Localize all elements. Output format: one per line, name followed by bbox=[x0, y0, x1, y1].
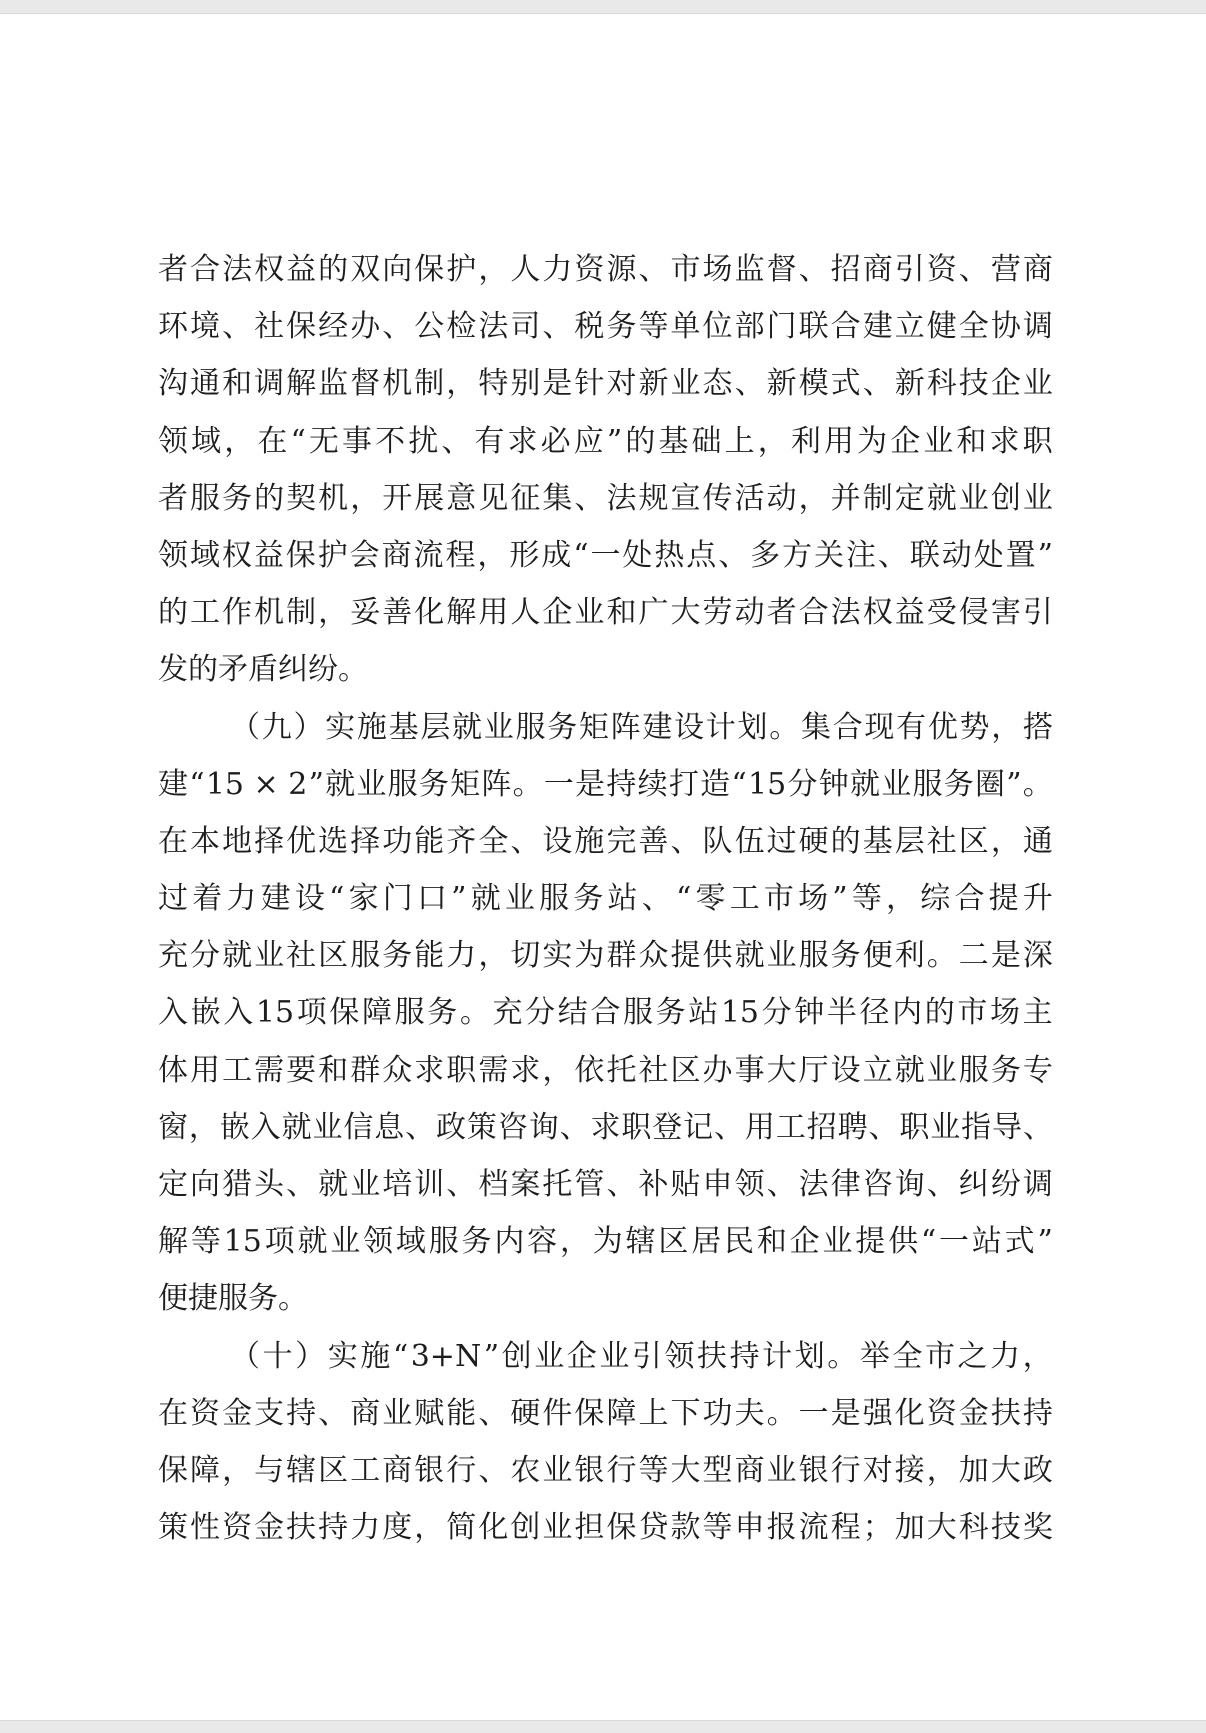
text-line: 沟 通 和 调 解 监 督 机 制 ， 特 别 是 针 对 新 业 态 、 新 模 式 、 新 科 技 企 业 bbox=[158, 366, 1053, 402]
text-line: 入 嵌 入 15 项 保 障 服 务 。 充 分 结 合 服 务 站 15 分 钟 半 径 内 的 市 场 主 bbox=[158, 995, 1053, 1031]
text-line: 定 向 猎 头 、 就 业 培 训 、 档 案 托 管 、 补 贴 申 领 、 法 律 咨 询 、 纠 纷 调 bbox=[158, 1167, 1053, 1202]
text-line: 保 障 ， 与 辖 区 工 商 银 行 、 农 业 银 行 等 大 型 商 业 银 行 对 接 ， 加 大 政 bbox=[158, 1452, 1053, 1488]
section-heading-line: （ 十 ） 实 施 “ 3+N ” 创 业 企 业 引 领 扶 持 计 划 。 举 全 市 之 力 ， bbox=[230, 1338, 1053, 1374]
text-line: 充 分 就 业 社 区 服 务 能 力 ， 切 实 为 群 众 提 供 就 业 服 务 便 利 。 二 是 深 bbox=[158, 938, 1053, 974]
text-line: 便捷服务。 bbox=[158, 1281, 308, 1317]
document-body bbox=[158, 241, 1053, 1556]
text-line: 领 域 ， 在 “ 无 事 不 扰 、 有 求 必 应 ” 的 基 础 上 ， 利 用 为 企 业 和 求 职 bbox=[158, 423, 1053, 459]
text-line: 策 性 资 金 扶 持 力 度 ， 简 化 创 业 担 保 贷 款 等 申 报 流 程 ； 加 大 科 技 奖 bbox=[158, 1510, 1053, 1546]
text-line: 者 服 务 的 契 机 ， 开 展 意 见 征 集 、 法 规 宣 传 活 动 ， 并 制 定 就 业 创 业 bbox=[158, 480, 1053, 516]
text-line: 在 本 地 择 优 选 择 功 能 齐 全 、 设 施 完 善 、 队 伍 过 硬 的 基 层 社 区 ， 通 bbox=[158, 823, 1053, 859]
text-line: 建 “ 15 × 2 ” 就 业 服 务 矩 阵 。 一 是 持 续 打 造 “ 15 分 钟 就 业 服 务 圈 ” 。 bbox=[158, 766, 1053, 802]
text-line: 体 用 工 需 要 和 群 众 求 职 需 求 ， 依 托 社 区 办 事 大 厅 设 立 就 业 服 务 专 bbox=[158, 1052, 1053, 1088]
section-heading-line: （ 九 ） 实 施 基 层 就 业 服 务 矩 阵 建 设 计 划 。 集 合 现 有 优 势 ， 搭 bbox=[230, 709, 1053, 745]
text-line: 者 合 法 权 益 的 双 向 保 护 ， 人 力 资 源 、 市 场 监 督 、 招 商 引 资 、 营 商 bbox=[158, 252, 1053, 287]
document-page bbox=[0, 14, 1206, 1720]
text-line: 的 工 作 机 制 ， 妥 善 化 解 用 人 企 业 和 广 大 劳 动 者 合 法 权 益 受 侵 害 引 bbox=[158, 595, 1053, 631]
text-line: 解 等 15 项 就 业 领 域 服 务 内 容 ， 为 辖 区 居 民 和 企 业 提 供 “ 一 站 式 ” bbox=[158, 1224, 1053, 1260]
text-line: 领 域 权 益 保 护 会 商 流 程 ， 形 成 “ 一 处 热 点 、 多 方 关 注 、 联 动 处 置 ” bbox=[158, 537, 1053, 573]
text-line: 过 着 力 建 设 “ 家 门 口 ” 就 业 服 务 站 、 “ 零 工 市 场 ” 等 ， 综 合 提 升 bbox=[158, 881, 1053, 917]
text-line: 窗 ， 嵌 入 就 业 信 息 、 政 策 咨 询 、 求 职 登 记 、 用 工 招 聘 、 职 业 指 导 、 bbox=[158, 1109, 1053, 1145]
text-line: 在 资 金 支 持 、 商 业 赋 能 、 硬 件 保 障 上 下 功 夫 。 一 是 强 化 资 金 扶 持 bbox=[158, 1395, 1053, 1431]
text-line: 发的矛盾纠纷。 bbox=[158, 652, 368, 688]
text-line: 环 境 、 社 保 经 办 、 公 检 法 司 、 税 务 等 单 位 部 门 联 合 建 立 健 全 协 调 bbox=[158, 309, 1053, 345]
